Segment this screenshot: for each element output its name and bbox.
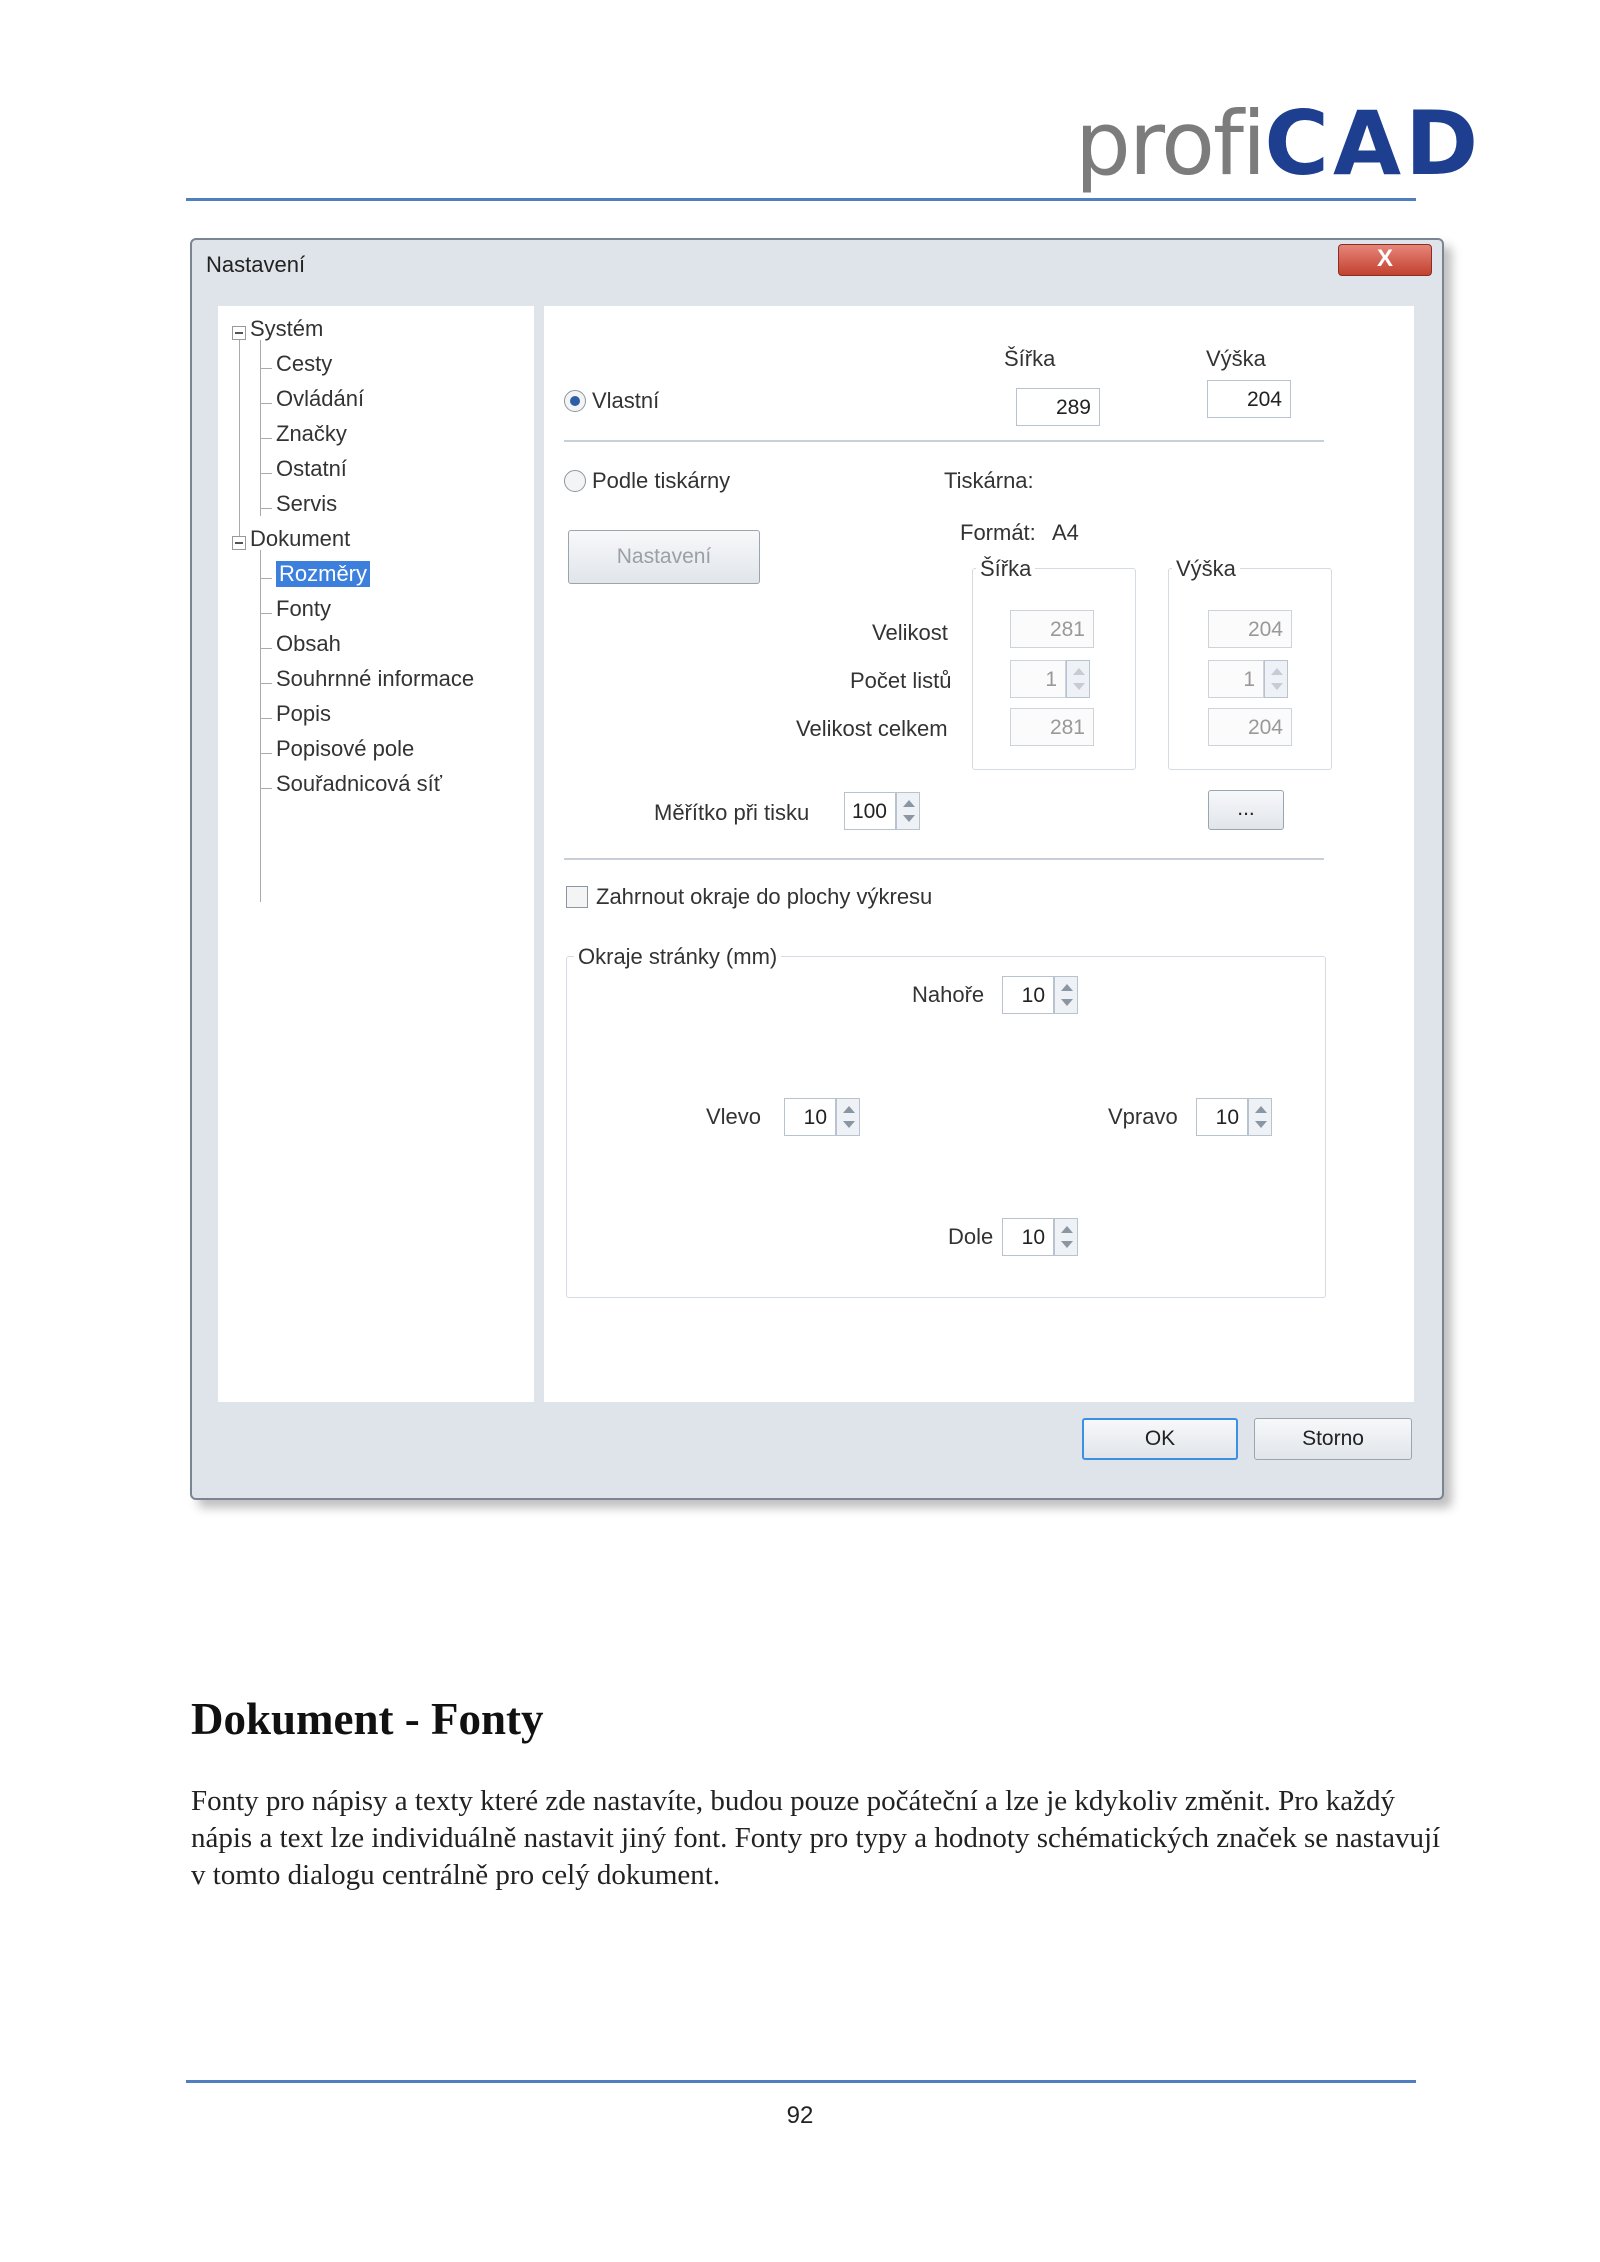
left-margin-spinner[interactable] (836, 1098, 860, 1136)
width-pages-field[interactable]: 1 (1010, 660, 1066, 698)
tree-item[interactable]: Souhrnné informace (276, 666, 475, 691)
left-margin-field[interactable]: 10 (784, 1098, 836, 1136)
column-height-label: Výška (1206, 346, 1266, 371)
width-total-field[interactable]: 281 (1010, 708, 1094, 746)
logo-text-profi: profi (1075, 92, 1265, 195)
tree-branch-line (260, 613, 272, 614)
print-scale-spinner[interactable] (896, 792, 920, 830)
header-rule (186, 198, 1416, 201)
printer-size-radio[interactable] (564, 470, 586, 492)
tree-branch-line (260, 753, 272, 754)
tree-collapse-icon[interactable] (232, 536, 246, 550)
height-pages-spinner[interactable] (1264, 660, 1288, 698)
right-margin-label: Vpravo (1108, 1104, 1178, 1129)
minus-icon (235, 542, 243, 544)
tree-branch-line (260, 788, 272, 789)
include-margins-checkbox[interactable] (566, 886, 588, 908)
tree-branch-line (260, 508, 272, 509)
page-number: 92 (786, 2102, 814, 2129)
right-margin-field[interactable]: 10 (1196, 1098, 1248, 1136)
footer-rule (186, 2080, 1416, 2083)
pages-label: Počet listů (850, 668, 952, 693)
custom-size-label: Vlastní (592, 388, 660, 413)
tree-item[interactable]: Ovládání (276, 386, 365, 411)
bottom-margin-field[interactable]: 10 (1002, 1218, 1054, 1256)
tree-branch-line (260, 403, 272, 404)
height-pages-field[interactable]: 1 (1208, 660, 1264, 698)
column-width-label: Šířka (1004, 346, 1056, 371)
tree-item[interactable]: Servis (276, 491, 338, 516)
right-margin-spinner[interactable] (1248, 1098, 1272, 1136)
separator (564, 440, 1324, 442)
proficad-logo (1075, 92, 1483, 195)
printer-label: Tiskárna: (944, 468, 1034, 493)
tree-branch-line (260, 438, 272, 439)
tree-branch-line (260, 473, 272, 474)
tree-item[interactable]: Popisové pole (276, 736, 415, 761)
tree-branch-line (260, 648, 272, 649)
tree-item[interactable]: Cesty (276, 351, 333, 376)
tree-branch-line (260, 683, 272, 684)
settings-panel (544, 306, 1414, 1402)
tree-item[interactable]: Obsah (276, 631, 341, 656)
height-group-title: Výška (1172, 556, 1240, 582)
tree-item[interactable]: Fonty (276, 596, 332, 621)
settings-tree (218, 306, 534, 1402)
tree-item[interactable]: Dokument (250, 526, 351, 551)
minus-icon (235, 332, 243, 334)
width-group-title: Šířka (976, 556, 1035, 582)
separator (564, 858, 1324, 860)
tree-line (260, 550, 261, 902)
custom-height-field[interactable]: 204 (1207, 380, 1291, 418)
cancel-button[interactable]: Storno (1254, 1418, 1412, 1460)
bottom-margin-label: Dole (948, 1224, 994, 1249)
custom-size-radio[interactable] (564, 390, 586, 412)
tree-item[interactable]: Popis (276, 701, 332, 726)
total-size-label: Velikost celkem (796, 716, 948, 741)
close-button[interactable]: X (1338, 244, 1432, 276)
left-margin-label: Vlevo (706, 1104, 762, 1129)
width-pages-spinner[interactable] (1066, 660, 1090, 698)
tree-item[interactable]: Systém (250, 316, 324, 341)
dots-button[interactable]: ... (1208, 790, 1284, 830)
margins-group-title: Okraje stránky (mm) (574, 944, 781, 970)
include-margins-label: Zahrnout okraje do plochy výkresu (596, 884, 933, 909)
size-label: Velikost (872, 620, 948, 645)
height-total-field[interactable]: 204 (1208, 708, 1292, 746)
printer-settings-button[interactable]: Nastavení (568, 530, 760, 584)
top-margin-field[interactable]: 10 (1002, 976, 1054, 1014)
dialog-title: Nastavení (206, 252, 306, 277)
custom-width-field[interactable]: 289 (1016, 388, 1100, 426)
section-paragraph: Fonty pro nápisy a texty které zde nastavíte, budou pouze počáteční a lze je kdykoliv změnit. Pro každý nápis a text lze individuálně nastavit jiný font. Fonty pro typy a hodnoty schématických značek se nastavují v tomto dialogu centrálně pro celý dokument. (191, 1785, 1441, 1891)
section-heading: Dokument - Fonty (191, 1694, 544, 1744)
logo-text-cad: CAD (1264, 92, 1483, 195)
tree-collapse-icon[interactable] (232, 326, 246, 340)
ok-button[interactable]: OK (1082, 1418, 1238, 1460)
print-scale-label: Měřítko při tisku (654, 800, 810, 825)
top-margin-label: Nahoře (912, 982, 985, 1007)
format-label: Formát: (960, 520, 1036, 545)
tree-item[interactable]: Značky (276, 421, 347, 446)
top-margin-spinner[interactable] (1054, 976, 1078, 1014)
height-size-field[interactable]: 204 (1208, 610, 1292, 648)
tree-item[interactable]: Souřadnicová síť (276, 771, 443, 796)
tree-line (239, 334, 240, 544)
settings-dialog (190, 238, 1444, 1500)
width-size-field[interactable]: 281 (1010, 610, 1094, 648)
format-value: A4 (1052, 520, 1079, 545)
tree-item[interactable]: Ostatní (276, 456, 347, 481)
tree-branch-line (260, 718, 272, 719)
tree-item[interactable]: Rozměry (276, 561, 370, 587)
tree-branch-line (260, 578, 272, 579)
tree-branch-line (260, 368, 272, 369)
print-scale-field[interactable]: 100 (844, 792, 896, 830)
tree-line (260, 340, 261, 516)
bottom-margin-spinner[interactable] (1054, 1218, 1078, 1256)
printer-size-label: Podle tiskárny (592, 468, 731, 493)
